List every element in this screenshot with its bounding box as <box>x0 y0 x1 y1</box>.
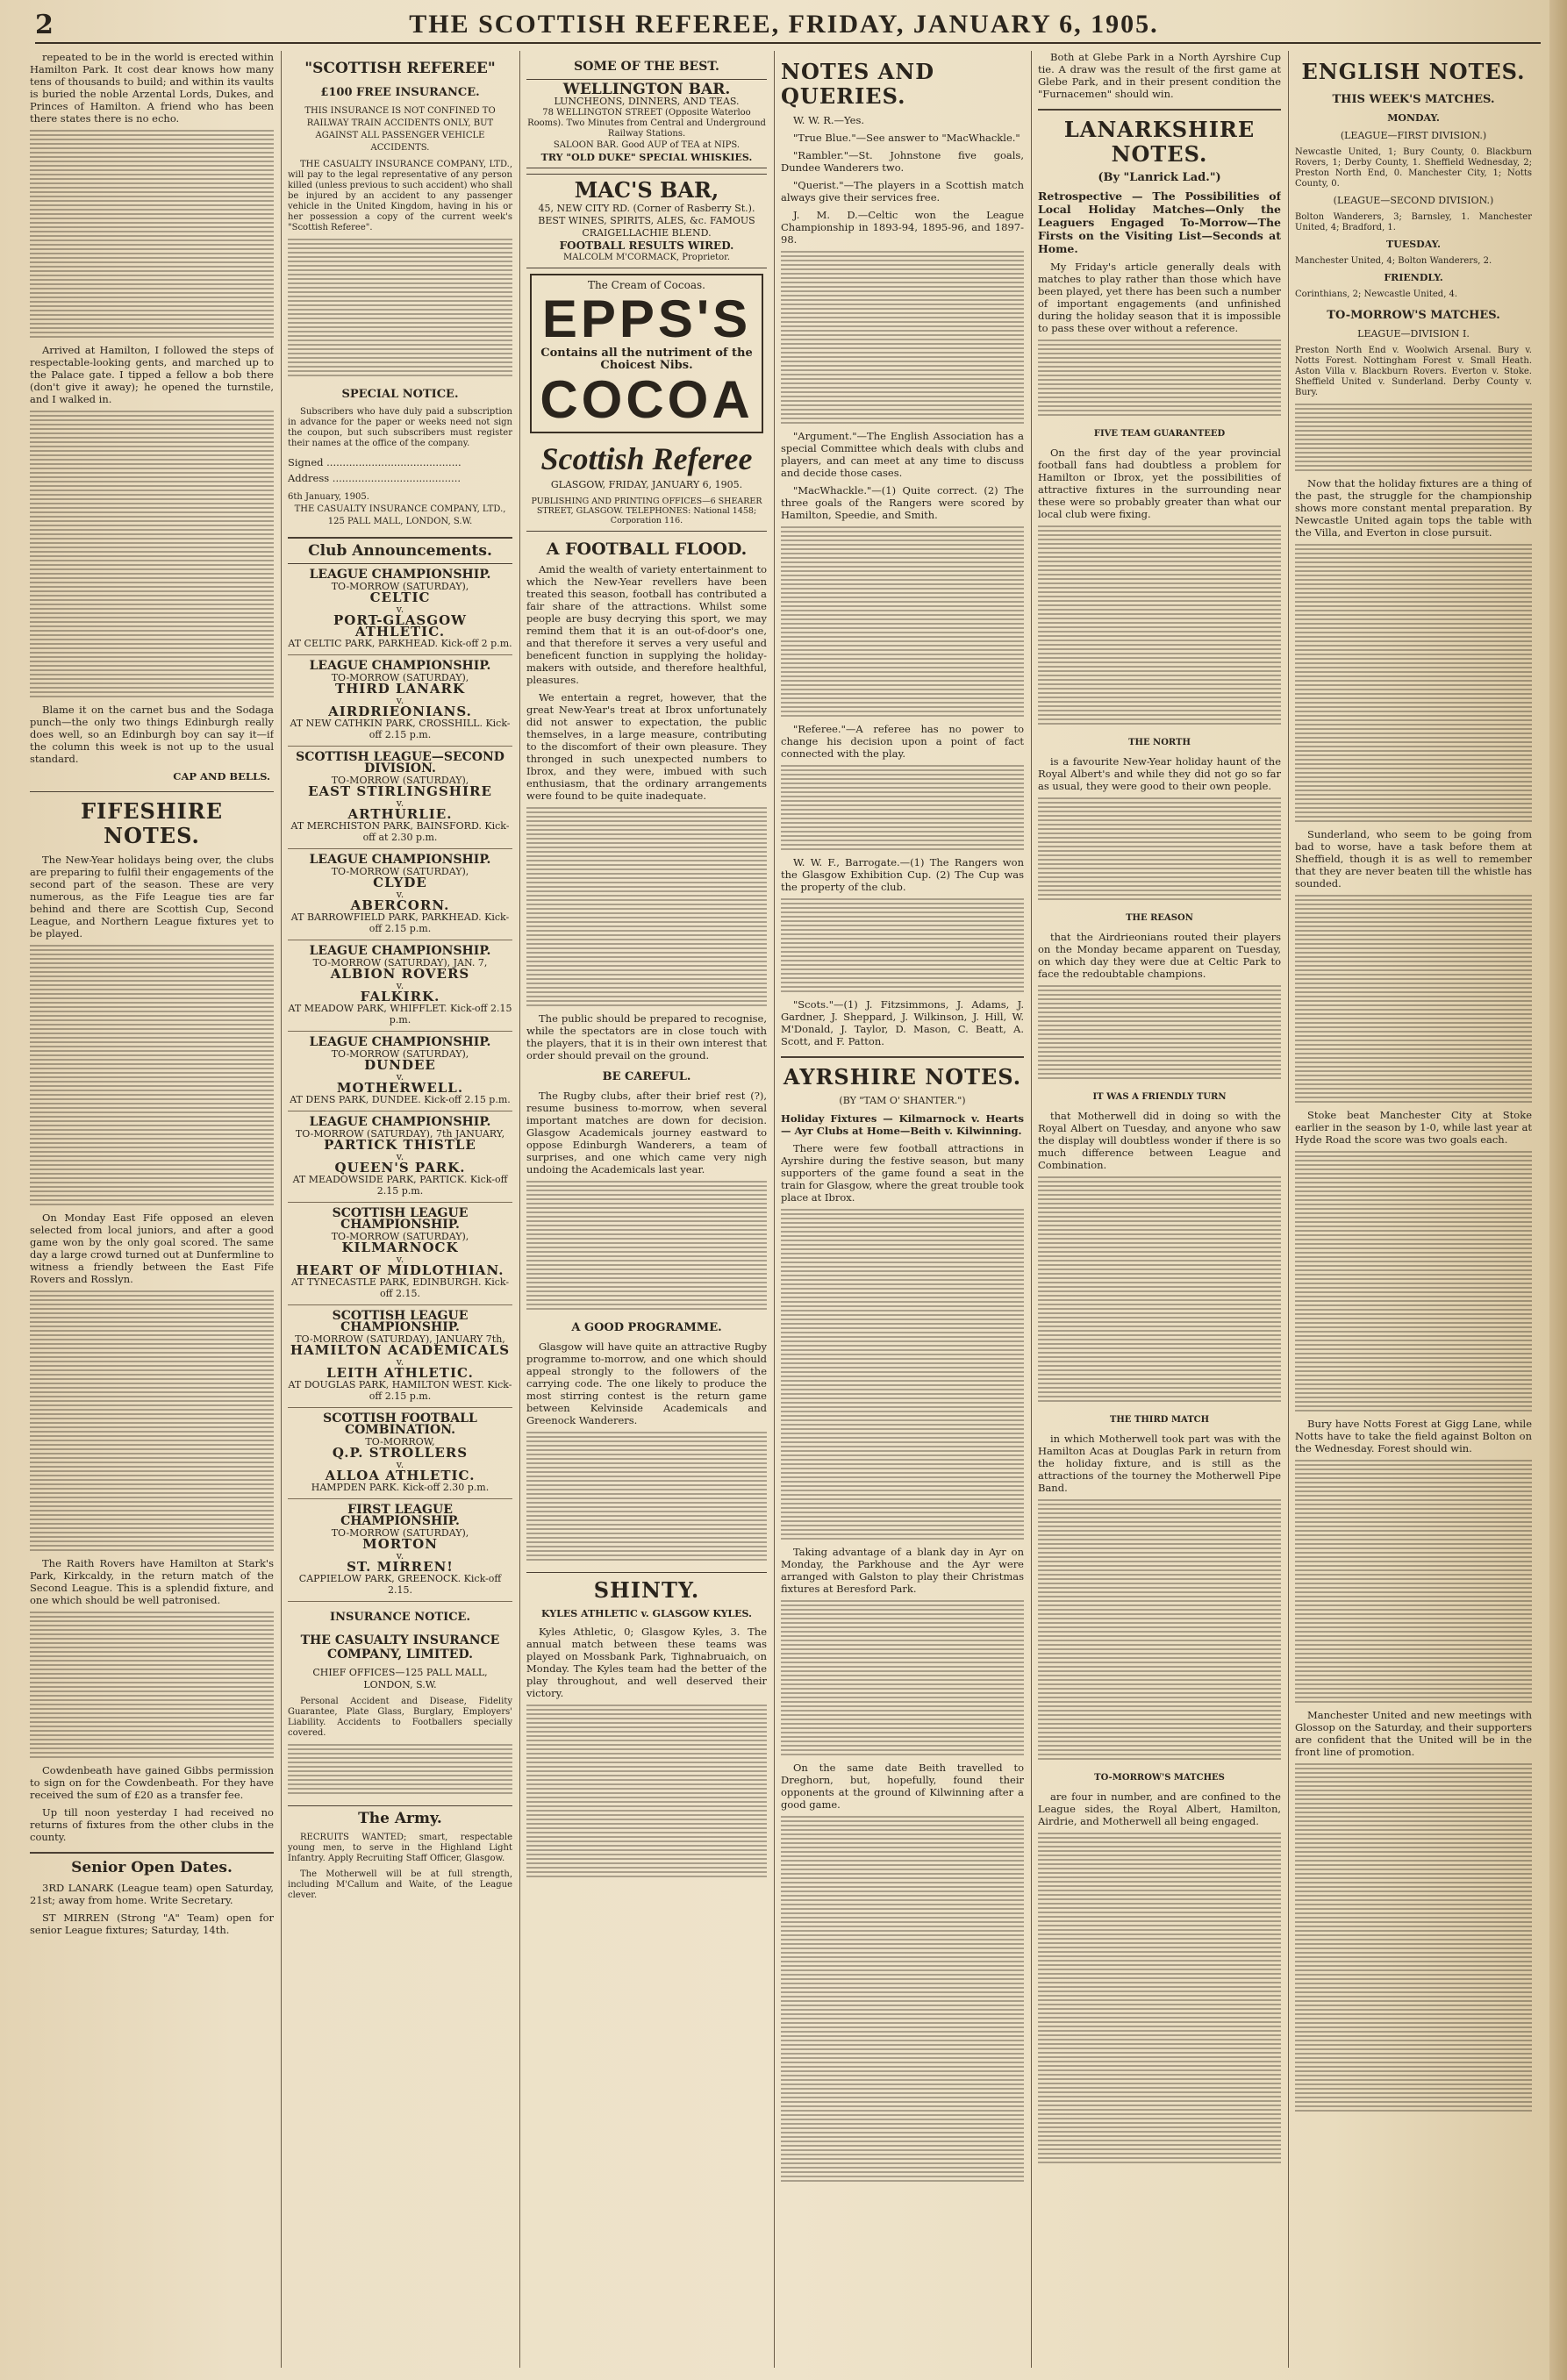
text-block <box>781 251 1024 426</box>
text-block <box>781 765 1024 853</box>
section-subhead: THE NORTH <box>1128 738 1191 747</box>
text-block <box>1038 339 1281 418</box>
article-paragraph: On Monday East Fife opposed an eleven selected from local juniors, and after a good game won by the only goal scored. The same day a large crowd turned out at Dunfermline to witness a friendly between the East Fife Rovers and Rosslyn. <box>30 1211 274 1285</box>
text-block <box>1295 895 1532 1105</box>
text-block <box>526 807 767 1009</box>
insurance-title: "SCOTTISH REFEREE" <box>304 60 496 77</box>
column-rule <box>519 51 520 2368</box>
home-team: KILMARNOCK <box>341 1240 459 1255</box>
article-paragraph: Blame it on the carnet bus and the Sodaga punch—the only two things Edinburgh really does well, so an Edinburgh boy can say it—if the column this week is not up to the usual standard. <box>30 704 274 765</box>
announcement-date: TO-MORROW (SATURDAY), 7th JANUARY, <box>295 1128 505 1140</box>
article-paragraph: repeated to be in the world is erected within Hamilton Park. It cost dear knows how many tens of thousands to build; and within its vaults is buried the noble Arzental Lords, Dukes, and Princes of Hamilton. A friend who has been there states there is no echo. <box>30 51 274 125</box>
versus-label: v. <box>396 1151 404 1162</box>
text-block <box>1295 1460 1532 1705</box>
query-item: W. W. R.—Yes. <box>793 114 865 126</box>
club-announcement <box>288 1413 512 1499</box>
query-item: "Scots."—(1) J. Fitzsimmons, J. Adams, J. Gardner, J. Sheppard, J. Wilkinson, J. Hill, W. M'Donald, J. Taylor, D. Mason, C. Beatt, A. Scott, and F. Patton. <box>781 998 1024 1047</box>
article-paragraph: Manchester United and new meetings with Glossop on the Saturday, and their supporters are confident that the United will be in the front line of promotion. <box>1295 1709 1532 1758</box>
article-paragraph: The Raith Rovers have Hamilton at Stark's Park, Kirkcaldy, in the return match of the Second League. This is a splendid fixture, and one which should be well patronised. <box>30 1557 274 1606</box>
home-team: MORTON <box>362 1536 438 1552</box>
home-team: DUNDEE <box>364 1057 436 1073</box>
old-duke-line: TRY "OLD DUKE" SPECIAL WHISKIES. <box>540 152 753 163</box>
away-team: ABERCORN. <box>350 897 450 913</box>
text-block <box>1295 404 1532 474</box>
cocoa-brand: EPPS'S <box>541 289 752 348</box>
column-3 <box>526 51 767 2368</box>
column-rule <box>1288 51 1289 2368</box>
announcement-date: TO-MORROW, <box>365 1436 435 1447</box>
announcement-date: TO-MORROW (SATURDAY), JAN. 7, <box>312 957 488 968</box>
article-paragraph: The Rugby clubs, after their brief rest (?), resume business to-morrow, when several important matches are down for decision. Glasgow Academicals journey eastward to oppose Edinburgh Wanderers, a team of surprises, and one which came very nigh undoing the Academicals last year. <box>526 1090 767 1176</box>
article-paragraph: Bury have Notts Forest at Gigg Lane, while Notts have to take the field against Bolton on the Wednesday. Forest should win. <box>1295 1418 1532 1454</box>
newspaper-title: THE SCOTTISH REFEREE, FRIDAY, JANUARY 6, 1905. <box>409 10 1159 39</box>
company-line: THE CASUALTY INSURANCE COMPANY, LTD., 125 PALL MALL, LONDON, S.W. <box>294 504 506 526</box>
announcement-venue: AT TYNECASTLE PARK, EDINBURGH. Kick-off 2.15. <box>290 1276 510 1299</box>
versus-label: v. <box>396 604 404 615</box>
announcement-venue: AT DENS PARK, DUNDEE. Kick-off 2.15 p.m. <box>290 1094 511 1105</box>
open-date-entry: ST MIRREN (Strong "A" Team) open for senior League fixtures; Saturday, 14th. <box>30 1912 274 1936</box>
casualty-office: CHIEF OFFICES—125 PALL MALL, LONDON, S.W. <box>312 1667 488 1690</box>
home-team: CLYDE <box>373 875 427 890</box>
versus-label: v. <box>396 695 404 706</box>
good-programme-title: A GOOD PROGRAMME. <box>571 1321 722 1334</box>
club-announcement <box>288 854 512 940</box>
section-subhead: TO-MORROW'S MATCHES <box>1094 1773 1225 1783</box>
club-announcements-title: Club Announcements. <box>288 537 512 564</box>
away-team: QUEEN'S PARK. <box>334 1160 466 1176</box>
casualty-body: Personal Accident and Disease, Fidelity Guarantee, Plate Glass, Burglary, Employers' Liability. Accidents to Footballers specially covered. <box>288 1697 512 1738</box>
best-title: SOME OF THE BEST. <box>574 60 719 74</box>
away-team: ST. MIRREN! <box>347 1559 454 1575</box>
announcement-heading: SCOTTISH LEAGUE CHAMPIONSHIP. <box>332 1309 469 1334</box>
article-paragraph: Sunderland, who seem to be going from bad to worse, have a task before them at Sheffield, though it is as well to remember that they are never beaten till the whistle has sounded. <box>1295 828 1532 890</box>
announcement-date: TO-MORROW (SATURDAY), <box>331 1231 469 1242</box>
text-block <box>1038 1499 1281 1762</box>
announcement-heading: LEAGUE CHAMPIONSHIP. <box>309 568 491 582</box>
signed-line[interactable]: Signed .......................................... <box>288 456 462 468</box>
query-item: "MacWhackle."—(1) Quite correct. (2) The three goals of the Rangers were scored by Hamilton, Speedie, and Smith. <box>781 484 1024 521</box>
away-team: LEITH ATHLETIC. <box>326 1365 474 1381</box>
article-paragraph: Glasgow will have quite an attractive Rugby programme to-morrow, and one which should appeal strongly to the followers of the carrying code. The one likely to produce the most stirring contest is the return game between Kelvinside Academicals and Greenock Wanderers. <box>526 1340 767 1426</box>
column-rule <box>1031 51 1032 2368</box>
insurance-intro: THIS INSURANCE IS NOT CONFINED TO RAILWAY TRAIN ACCIDENTS ONLY, BUT AGAINST ALL PASSENGER VEHICLE ACCIDENTS. <box>304 106 496 153</box>
home-team: CELTIC <box>369 590 431 605</box>
article-paragraph: Taking advantage of a blank day in Ayr on Monday, the Parkhouse and the Ayr were arranged with Galston to play their Christmas fixtures at Beresford Park. <box>781 1546 1024 1595</box>
text-block <box>1038 797 1281 903</box>
announcement-date: TO-MORROW (SATURDAY), JANUARY 7th, <box>295 1333 505 1345</box>
club-announcement <box>288 1117 512 1203</box>
column-2 <box>288 51 512 2368</box>
query-item: W. W. F., Barrogate.—(1) The Rangers won the Glasgow Exhibition Cup. (2) The Cup was the property of the club. <box>781 856 1024 893</box>
page-edge <box>1549 0 1567 2380</box>
versus-label: v. <box>396 889 404 900</box>
home-team: HAMILTON ACADEMICALS <box>290 1342 511 1358</box>
article-paragraph: that Motherwell did in doing so with the Royal Albert on Tuesday, and anyone who saw the display will doubtless wonder if there is so much difference between League and Combination. <box>1038 1110 1281 1171</box>
versus-label: v. <box>396 1254 404 1265</box>
article-paragraph: Kyles Athletic, 0; Glasgow Kyles, 3. The annual match between these teams was played on Mossbank Park, Tighnabruaich, on Monday. The Kyles team had the better of the play throughout, and well deserved their victory. <box>526 1626 767 1699</box>
announcement-heading: LEAGUE CHAMPIONSHIP. <box>309 1115 491 1129</box>
article-paragraph: On the first day of the year provincial football fans had doubtless a problem for Hamilton or Ibrox, yet the possibilities of attractive fixtures in the surrounding near these were so probably greater than what our local club were fixing. <box>1038 447 1281 520</box>
away-team: HEART OF MIDLOTHIAN. <box>296 1262 504 1278</box>
text-block <box>781 1816 1024 2184</box>
article-paragraph: My Friday's article generally deals with matches to play rather than those which have been played, yet there has been such a number of important engagements (and unfinished during the holiday season that it is impossible to pass these over without a reference. <box>1038 261 1281 334</box>
second-division-results: Bolton Wanderers, 3; Barnsley, 1. Manchester United, 4; Bradford, 1. <box>1295 212 1532 232</box>
versus-label: v. <box>396 797 404 809</box>
club-announcement <box>288 752 512 849</box>
announcement-heading: LEAGUE CHAMPIONSHIP. <box>309 944 491 958</box>
text-block <box>1038 985 1281 1082</box>
article-paragraph: Cowdenbeath have gained Gibbs permission to sign on for the Cowdenbeath. For they have received the sum of £20 as a transfer fee. <box>30 1764 274 1801</box>
article-paragraph: in which Motherwell took part was with the Hamilton Acas at Douglas Park in return from the holiday fixture, and is still as the attractions of the tourney the Motherwell Pipe Band. <box>1038 1433 1281 1494</box>
tuesday-label: TUESDAY. <box>1386 239 1441 250</box>
announcement-heading: LEAGUE CHAMPIONSHIP. <box>309 1035 491 1049</box>
versus-label: v. <box>396 1356 404 1368</box>
text-block <box>288 239 512 379</box>
cocoa-word: COCOA <box>540 370 754 429</box>
announcement-venue: AT NEW CATHKIN PARK, CROSSHILL. Kick-off 2.15 p.m. <box>290 718 511 740</box>
cocoa-tagline: The Cream of Cocoas. <box>588 279 705 291</box>
club-announcement <box>288 1311 512 1408</box>
announcement-venue: AT DOUGLAS PARK, HAMILTON WEST. Kick-off 2.15 p.m. <box>288 1379 512 1402</box>
wellington-bar: WELLINGTON BAR. <box>562 81 731 98</box>
masthead: Scottish Referee <box>540 441 753 476</box>
lanarkshire-headline: Retrospective — The Possibilities of Local Holiday Matches—Only the Leaguers Engaged To-Morrow—The Firsts on the Visiting List—Seconds at Home. <box>1038 189 1281 255</box>
announcement-heading: LEAGUE CHAMPIONSHIP. <box>309 853 491 867</box>
announcement-heading: SCOTTISH LEAGUE—SECOND DIVISION. <box>296 750 504 775</box>
query-item: "Referee."—A referee has no power to change his decision upon a point of fact connected with the play. <box>781 723 1024 760</box>
article-paragraph: Stoke beat Manchester City at Stoke earlier in the season by 1-0, while last year at Hyde Road the score was two goals each. <box>1295 1109 1532 1146</box>
announcement-venue: HAMPDEN PARK. Kick-off 2.30 p.m. <box>311 1482 490 1493</box>
insurance-notice-title: INSURANCE NOTICE. <box>330 1611 470 1624</box>
text-block <box>288 1744 512 1797</box>
announcement-date: TO-MORROW (SATURDAY), <box>331 1527 469 1539</box>
announcement-date: TO-MORROW (SATURDAY), <box>331 866 469 877</box>
league-division-label: (LEAGUE—FIRST DIVISION.) <box>1340 130 1487 141</box>
home-team: Q.P. STROLLERS <box>332 1445 469 1461</box>
text-block <box>526 1181 767 1312</box>
ayrshire-notes-title: AYRSHIRE NOTES. <box>781 1056 1024 1090</box>
announcement-venue: AT MEADOW PARK, WHIFFLET. Kick-off 2.15 p.m. <box>288 1003 512 1026</box>
text-block <box>1038 1833 1281 2166</box>
announcement-list <box>288 569 512 1602</box>
versus-label: v. <box>396 1550 404 1562</box>
macs-proprietor: MALCOLM M'CORMACK, Proprietor. <box>562 253 731 262</box>
monday-results: Newcastle United, 1; Bury County, 0. Blackburn Rovers, 1; Derby County, 1. Sheffield Wednesday, 2; Preston North End, 0. Manchester City, 1; Notts County, 0. <box>1295 147 1532 189</box>
text-block <box>30 130 274 340</box>
announcement-venue: AT MEADOWSIDE PARK, PARTICK. Kick-off 2.15 p.m. <box>292 1174 508 1197</box>
text-block <box>30 945 274 1208</box>
friendly-label: FRIENDLY. <box>1384 272 1443 283</box>
announcement-date: TO-MORROW (SATURDAY), <box>331 1048 469 1060</box>
away-team: MOTHERWELL. <box>336 1080 464 1096</box>
text-block <box>30 1290 274 1554</box>
insurance-subtitle: £100 FREE INSURANCE. <box>320 86 480 99</box>
text-block <box>781 1600 1024 1758</box>
club-announcement <box>288 1208 512 1305</box>
home-team: THIRD LANARK <box>334 681 466 697</box>
monday-label: MONDAY. <box>1387 112 1440 124</box>
article-paragraph: Amid the wealth of variety entertainment to which the New-Year revellers have been treated this season, football has contributed a fair share of the attractions. Whilst some people are busy decrying this sport, we may remind them that it is an out-of-door's one, and that therefore it serves a very useful and beneficent function in supplying the holiday-makers with outside, and therefore healthful, pleasures. <box>526 563 767 686</box>
column-1 <box>30 51 274 2368</box>
query-item: "Querist."—The players in a Scottish match always give their services free. <box>781 179 1024 204</box>
macs-address: 45, NEW CITY RD. (Corner of Rasberry St.). <box>538 203 755 214</box>
insurance-body: THE CASUALTY INSURANCE COMPANY, LTD., will pay to the legal representative of any person killed (unless previous to such accident) who shall be injured by an accident to any passenger vehicle in the United Kingdom, having in his or her possession a copy of the current week's "Scottish Referee". <box>288 160 512 232</box>
football-flood-title: A FOOTBALL FLOOD. <box>546 540 748 559</box>
article-paragraph: We entertain a regret, however, that the great New-Year's treat at Ibrox unfortunately did not answer to expectation, the public themselves, in a large measure, contributing to the discomfort of their own pleasure. They thronged in such unexpected numbers to Ibrox, and they were, imbued with such enthusiasm, that the ordinary arrangements were found to be quite inadequate. <box>526 691 767 802</box>
article-paragraph: Arrived at Hamilton, I followed the steps of respectable-looking gents, and marched up to the Palace gate. I tipped a fellow a bob there (don't give it away); he opened the turnstile, and I walked in. <box>30 344 274 405</box>
shinty-subtitle: KYLES ATHLETIC v. GLASGOW KYLES. <box>541 1608 752 1619</box>
text-block <box>781 526 1024 719</box>
open-date-entry: 3RD LANARK (League team) open Saturday, 21st; away from home. Write Secretary. <box>30 1882 274 1906</box>
fifeshire-notes-title: FIFESHIRE NOTES. <box>30 791 274 848</box>
army-title: The Army. <box>288 1805 512 1827</box>
announcement-date: TO-MORROW (SATURDAY), <box>331 581 469 592</box>
announcement-heading: SCOTTISH LEAGUE CHAMPIONSHIP. <box>332 1206 469 1232</box>
page-number: 2 <box>35 9 54 40</box>
text-block <box>781 1209 1024 1542</box>
text-block <box>526 1705 767 1880</box>
article-paragraph: On the same date Beith travelled to Dreghorn, but, hopefully, found their opponents at the ground of Kilwinning after a good game. <box>781 1762 1024 1811</box>
senior-open-dates-title: Senior Open Dates. <box>30 1852 274 1876</box>
section-subhead: THE REASON <box>1126 913 1193 923</box>
casualty-company-name: THE CASUALTY INSURANCE COMPANY, LIMITED. <box>300 1633 500 1662</box>
announcement-venue: AT BARROWFIELD PARK, PARKHEAD. Kick-off 2.15 p.m. <box>290 911 510 934</box>
text-block <box>30 411 274 700</box>
lanarkshire-byline: (By "Lanrick Lad.") <box>1098 171 1221 184</box>
article-paragraph: The public should be prepared to recognise, while the spectators are in close touch with the players, that it is in their own interest that order should prevail on the ground. <box>526 1012 767 1061</box>
text-block <box>1038 525 1281 727</box>
announcement-date: TO-MORROW (SATURDAY), <box>331 672 469 683</box>
query-item: "Argument."—The English Association has a special Committee which deals with clubs and players, and can meet at any time to discuss and decide those cases. <box>781 430 1024 479</box>
macs-bar: MAC'S BAR, <box>574 177 719 203</box>
query-item: "True Blue."—See answer to "MacWhackle." <box>793 132 1020 144</box>
column-rule <box>281 51 282 2368</box>
tomorrows-matches-title: TO-MORROW'S MATCHES. <box>1327 309 1500 322</box>
friendly-results: Corinthians, 2; Newcastle United, 4. <box>1295 289 1458 299</box>
column-rule <box>774 51 775 2368</box>
club-announcement <box>288 569 512 655</box>
away-team: ALLOA ATHLETIC. <box>325 1468 476 1483</box>
saloon-bar: SALOON BAR. Good AUP of TEA at NIPS. <box>553 140 741 150</box>
ayrshire-headline: Holiday Fixtures — Kilmarnock v. Hearts — Ayr Clubs at Home—Beith v. Kilwinning. <box>781 1112 1024 1137</box>
announcement-heading: SCOTTISH FOOTBALL COMBINATION. <box>323 1412 477 1437</box>
tomorrows-fixtures: Preston North End v. Woolwich Arsenal. Bury v. Notts Forest. Nottingham Forest v. Small Heath. Aston Villa v. Blackburn Rovers. Everton v. Stoke. Sheffield United v. Sunderland. Derby County v. Bury. <box>1295 346 1532 397</box>
tuesday-results: Manchester United, 4; Bolton Wanderers, 2. <box>1295 256 1492 266</box>
article-paragraph: are four in number, and are confined to the League sides, the Royal Albert, Hamilton, Airdrie, and Motherwell all being engaged. <box>1038 1790 1281 1827</box>
text-block <box>30 1612 274 1761</box>
away-team: ARTHURLIE. <box>347 806 453 822</box>
special-notice-title: SPECIAL NOTICE. <box>341 388 459 401</box>
column-4 <box>781 51 1024 2368</box>
article-paragraph: that the Airdrieonians routed their players on the Monday became apparent on Tuesday, on which day they were due at Celtic Park to face the redoubtable champions. <box>1038 931 1281 980</box>
office-info: PUBLISHING AND PRINTING OFFICES—6 SHEARER STREET, GLASGOW. TELEPHONES: National 1458; Corporation 116. <box>526 497 767 532</box>
club-announcement <box>288 1037 512 1111</box>
wellington-sub: LUNCHEONS, DINNERS, AND TEAS. <box>554 96 740 107</box>
league-division-label: (LEAGUE—SECOND DIVISION.) <box>1333 195 1494 206</box>
this-weeks-matches-title: THIS WEEK'S MATCHES. <box>1332 93 1495 106</box>
away-team: AIRDRIEONIANS. <box>328 704 472 719</box>
query-item: "Rambler."—St. Johnstone five goals, Dundee Wanderers two. <box>781 149 1024 174</box>
cocoa-sub: Contains all the nutriment of the Choicest Nibs. <box>540 347 753 372</box>
versus-label: v. <box>396 980 404 991</box>
text-block <box>1295 544 1532 825</box>
announcement-venue: AT CELTIC PARK, PARKHEAD. Kick-off 2 p.m. <box>288 638 512 649</box>
club-announcement <box>288 1504 512 1602</box>
text-block <box>526 1432 767 1563</box>
football-results-wired: FOOTBALL RESULTS WIRED. <box>559 239 734 252</box>
dateline: GLASGOW, FRIDAY, JANUARY 6, 1905. <box>550 479 743 490</box>
home-team: PARTICK THISTLE <box>324 1137 476 1153</box>
announcement-heading: LEAGUE CHAMPIONSHIP. <box>309 659 491 673</box>
signature: CAP AND BELLS. <box>173 770 270 783</box>
article-paragraph: is a favourite New-Year holiday haunt of the Royal Albert's and while they did not go so far as usual, they were good to their own people. <box>1038 755 1281 792</box>
announcement-heading: FIRST LEAGUE CHAMPIONSHIP. <box>340 1503 460 1528</box>
lanarkshire-notes-title: LANARKSHIRE NOTES. <box>1038 109 1281 167</box>
article-paragraph: Now that the holiday fixtures are a thing of the past, the struggle for the championship shows more constant mental preparation. By Newcastle United again tops the table with the Villa, and Everton in close pursuit. <box>1295 477 1532 539</box>
announcement-venue: AT MERCHISTON PARK, BAINSFORD. Kick-off at 2.30 p.m. <box>290 820 510 843</box>
away-team: FALKIRK. <box>360 989 440 1004</box>
shinty-title: SHINTY. <box>526 1572 767 1603</box>
english-notes-title: ENGLISH NOTES. <box>1301 59 1526 84</box>
army-body: RECRUITS WANTED; smart, respectable young men, to serve in the Highland Light Infantry. Apply Recruiting Staff Officer, Glasgow. <box>288 1833 512 1863</box>
versus-label: v. <box>396 1459 404 1470</box>
text-block <box>1295 1763 1532 2114</box>
text-block <box>1038 1176 1281 1404</box>
article-paragraph: Up till noon yesterday I had received no returns of fixtures from the other clubs in the county. <box>30 1806 274 1843</box>
section-subhead: FIVE TEAM GUARANTEED <box>1093 429 1226 439</box>
announcement-date: TO-MORROW (SATURDAY), <box>331 775 469 786</box>
column-5 <box>1038 51 1281 2368</box>
notes-queries-title: NOTES AND QUERIES. <box>781 59 935 109</box>
macs-body: BEST WINES, SPIRITS, ALES, &c. FAMOUS CRAIGELLACHIE BLEND. <box>538 215 755 239</box>
article-paragraph: The New-Year holidays being over, the clubs are preparing to fulfil their engagements of the second part of the season. These are very numerous, as the Fife League ties are far behind and there are Scottish Cup, Second League, and Northern League fixtures yet to be played. <box>30 854 274 940</box>
address-line[interactable]: Address ........................................ <box>288 472 462 484</box>
section-subhead: THE THIRD MATCH <box>1109 1415 1210 1425</box>
ayrshire-byline: (BY "TAM O' SHANTER.") <box>839 1095 966 1106</box>
home-team: EAST STIRLINGSHIRE <box>308 783 492 799</box>
query-item: J. M. D.—Celtic won the League Championship in 1893-94, 1895-96, and 1897-98. <box>781 209 1024 246</box>
text-block <box>1295 1151 1532 1414</box>
column-6 <box>1295 51 1532 2368</box>
page-header <box>35 7 1541 44</box>
section-subhead: IT WAS A FRIENDLY TURN <box>1092 1092 1227 1102</box>
epps-cocoa-advert <box>530 274 763 433</box>
be-careful-title: BE CAREFUL. <box>602 1070 691 1083</box>
announcement-venue: CAPPIELOW PARK, GREENOCK. Kick-off 2.15. <box>298 1573 502 1596</box>
league-division-label: LEAGUE—DIVISION I. <box>1357 328 1470 339</box>
army-body-2: The Motherwell will be at full strength, including M'Callum and Waite, of the League clever. <box>288 1869 512 1900</box>
article-paragraph: There were few football attractions in Ayrshire during the festive season, but many supporters of the game found a seat in the train for Glasgow, where the great trouble took place at Ibrox. <box>781 1142 1024 1204</box>
coupon-date: 6th January, 1905. <box>288 492 369 502</box>
club-announcement <box>288 661 512 747</box>
article-paragraph: Both at Glebe Park in a North Ayrshire Cup tie. A draw was the result of the first game at Glebe Park, and in their present condition the "Furnacemen" should win. <box>1038 51 1281 100</box>
away-team: PORT-GLASGOW ATHLETIC. <box>333 612 467 640</box>
text-block <box>781 898 1024 995</box>
home-team: ALBION ROVERS <box>330 966 470 982</box>
wellington-address: 78 WELLINGTON STREET (Opposite Waterloo Rooms). Two Minutes from Central and Underground Railway Stations. <box>527 108 766 139</box>
versus-label: v. <box>396 1071 404 1083</box>
special-notice-body: Subscribers who have duly paid a subscription in advance for the paper or weeks need not sign the coupon, but such subscribers must register their names at the office of the company. <box>288 407 512 448</box>
club-announcement <box>288 946 512 1032</box>
